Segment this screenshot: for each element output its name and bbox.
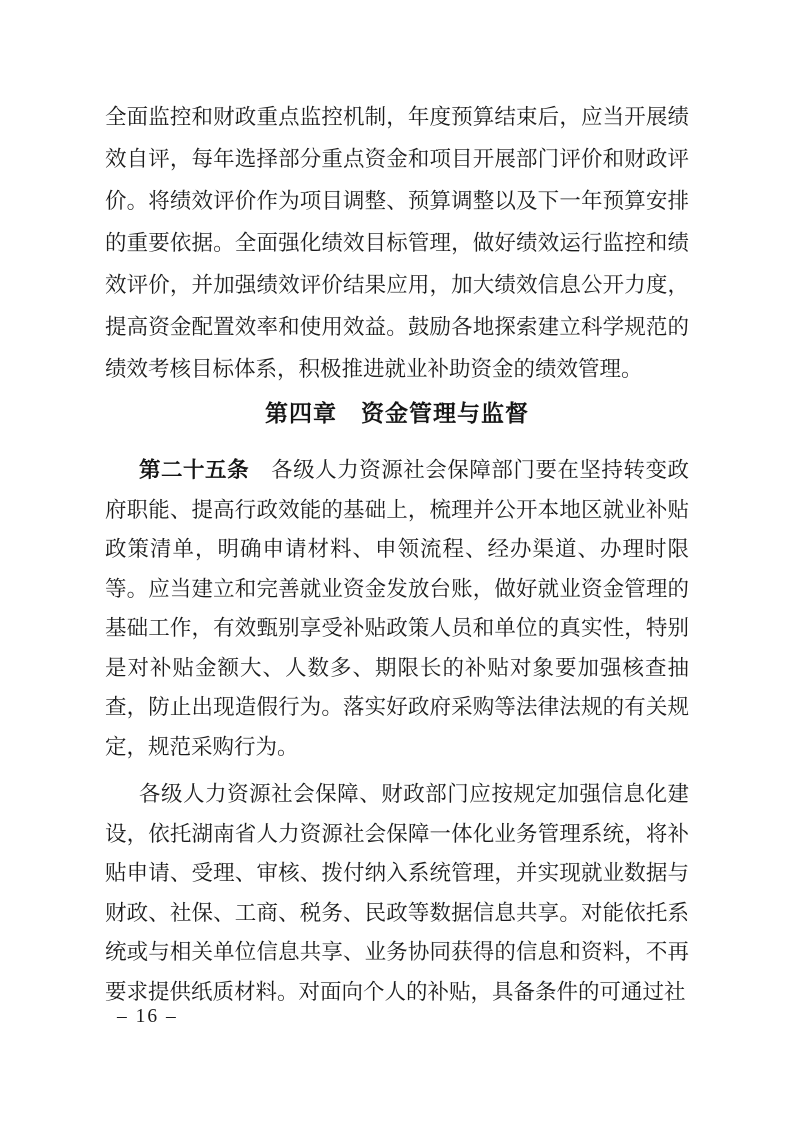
document-body — [105, 96, 689, 1012]
chapter-heading: 第四章 资金管理与监督 — [265, 400, 529, 426]
paragraph-performance-evaluation: 全面监控和财政重点监控机制，年度预算结束后，应当开展绩效自评，每年选择部分重点资金和项目开展部门评价和财政评价。将绩效评价作为项目调整、预算调整以及下一年预算安排的重要依据。全面强化绩效目标管理，做好绩效运行监控和绩效评价，并加强绩效评价结果应用，加大绩效信息公开力度，提高资金配置效率和使用效益。鼓励各地探索建立科学规范的绩效考核目标体系，积极推进就业补助资金的绩效管理。 — [105, 105, 689, 381]
paragraph-article-25 — [105, 451, 689, 767]
paragraph-information-system: 各级人力资源社会保障、财政部门应按规定加强信息化建设，依托湖南省人力资源社会保障一体化业务管理系统，将补贴申请、受理、审核、拨付纳入系统管理，并实现就业数据与财政、社保、工商、税务、民政等数据信息共享。对能依托系统或与相关单位信息共享、业务协同获得的信息和资料，不再要求提供纸质材料。对面向个人的补贴，具备条件的可通过社 — [105, 782, 689, 1004]
page-number: – 16 – — [117, 1006, 178, 1027]
article-25-text: 各级人力资源社会保障部门要在坚持转变政府职能、提高行政效能的基础上，梳理并公开本地区就业补贴政策清单，明确申请材料、申领流程、经办渠道、办理时限等。应当建立和完善就业资金发放台账，做好就业资金管理的基础工作，有效甄别享受补贴政策人员和单位的真实性，特别是对补贴金额大、人数多、期限长的补贴对象要加强核查抽查，防止出现造假行为。落实好政府采购等法律法规的有关规定，规范采购行为。 — [105, 458, 689, 759]
article-number-label: 第二十五条 — [139, 458, 250, 482]
